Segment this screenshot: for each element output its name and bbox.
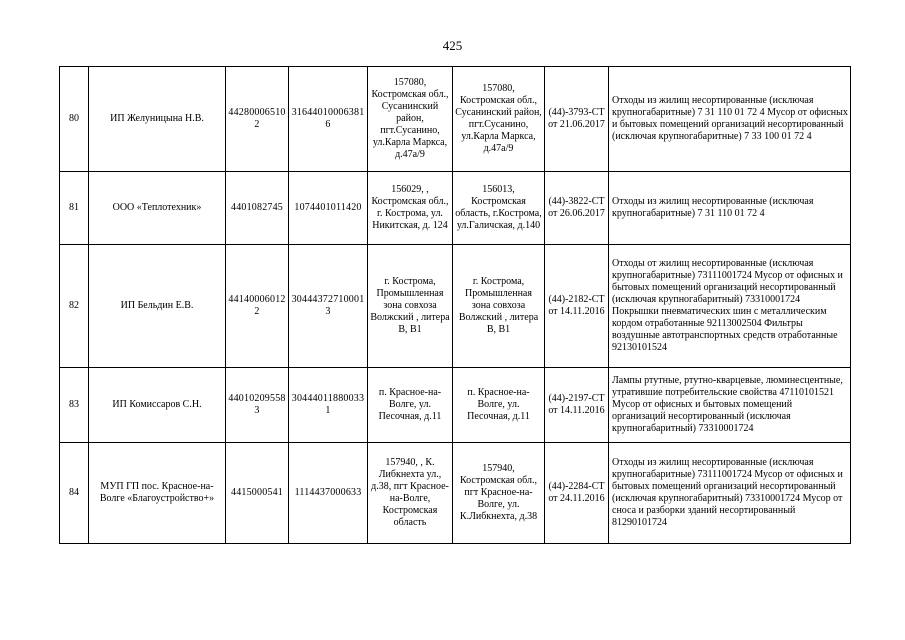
cell-waste-types: Отходы из жилищ несортированные (исключая крупногабаритные) 7 31 110 01 72 4: [609, 172, 851, 245]
table-row: [60, 443, 851, 544]
cell-waste-types: Отходы из жилищ несортированные (исключая крупногабаритные) 7 31 110 01 72 4 Мусор от офисных и бытовых помещений организаций несортированный (исключая крупногабаритные) 7 33 100 01 72 4: [609, 67, 851, 172]
cell-inn: 441400060122: [226, 245, 289, 368]
cell-ogrn: 1114437000633: [289, 443, 368, 544]
cell-ogrn: 304440118800331: [289, 368, 368, 443]
cell-row-number: 80: [60, 67, 89, 172]
cell-actual-address: п. Красное-на-Волге, ул. Песочная, д.11: [453, 368, 545, 443]
cell-row-number: 81: [60, 172, 89, 245]
cell-inn: 440102095583: [226, 368, 289, 443]
table-row: [60, 67, 851, 172]
cell-legal-address: г. Кострома, Промышленная зона совхоза Волжский , литера В, В1: [368, 245, 453, 368]
cell-inn: 4415000541: [226, 443, 289, 544]
cell-row-number: 84: [60, 443, 89, 544]
cell-ogrn: 316440100063816: [289, 67, 368, 172]
cell-waste-types: Лампы ртутные, ртутно-кварцевые, люминесцентные, утратившие потребительские свойства 47110101521 Мусор от офисных и бытовых помещений организаций несортированный (исключая крупногабаритный) 73310001724: [609, 368, 851, 443]
cell-row-number: 82: [60, 245, 89, 368]
cell-organization-name: ИП Бельдин Е.В.: [89, 245, 226, 368]
cell-legal-address: 157080, Костромская обл., Сусанинский район, пгт.Сусанино, ул.Карла Маркса, д.47а/9: [368, 67, 453, 172]
cell-actual-address: г. Кострома, Промышленная зона совхоза Волжский , литера В, В1: [453, 245, 545, 368]
page-number: 425: [442, 38, 463, 53]
cell-organization-name: ИП Желуницына Н.В.: [89, 67, 226, 172]
table-row: [60, 368, 851, 443]
cell-license: (44)-3822-СТ от 26.06.2017: [545, 172, 609, 245]
licensee-table: [59, 66, 851, 544]
cell-inn: 442800065102: [226, 67, 289, 172]
cell-license: (44)-2182-СТ от 14.11.2016: [545, 245, 609, 368]
cell-license: (44)-2284-СТ от 24.11.2016: [545, 443, 609, 544]
cell-ogrn: 1074401011420: [289, 172, 368, 245]
cell-waste-types: Отходы из жилищ несортированные (исключая крупногабаритные) 73111001724 Мусор от офисных и бытовых помещений организаций несортированный (исключая крупногабаритный) 73310001724 Мусор от сноса и разборки зданий несортированный 81290101724: [609, 443, 851, 544]
cell-legal-address: п. Красное-на-Волге, ул. Песочная, д.11: [368, 368, 453, 443]
cell-ogrn: 304443727100013: [289, 245, 368, 368]
cell-license: (44)-3793-СТ от 21.06.2017: [545, 67, 609, 172]
cell-actual-address: 156013, Костромская область, г.Кострома, ул.Галичская, д.140: [453, 172, 545, 245]
cell-actual-address: 157940, Костромская обл., пгт Красное-на-Волге, ул. К.Либкнехта, д.38: [453, 443, 545, 544]
cell-organization-name: ИП Комиссаров С.Н.: [89, 368, 226, 443]
cell-organization-name: МУП ГП пос. Красное-на-Волге «Благоустройство+»: [89, 443, 226, 544]
table-body: [60, 67, 851, 544]
cell-license: (44)-2197-СТ от 14.11.2016: [545, 368, 609, 443]
cell-organization-name: ООО «Теплотехник»: [89, 172, 226, 245]
cell-actual-address: 157080, Костромская обл., Сусанинский район, пгт.Сусанино, ул.Карла Маркса, д.47а/9: [453, 67, 545, 172]
table-row: [60, 245, 851, 368]
cell-legal-address: 157940, , К. Либкнехта ул., д.38, пгт Красное-на-Волге, Костромская область: [368, 443, 453, 544]
cell-inn: 4401082745: [226, 172, 289, 245]
table-row: [60, 172, 851, 245]
cell-waste-types: Отходы от жилищ несортированные (исключая крупногабаритные) 73111001724 Мусор от офисных и бытовых помещений организаций несортированный (исключая крупногабаритный) 73310001724 Покрышки пневматических шин с металлическим кордом отработанные 92113002504 Фильтры воздушные автотранспортных средств отработанные 92130101524: [609, 245, 851, 368]
cell-legal-address: 156029, , Костромская обл., г. Кострома, ул. Никитская, д. 124: [368, 172, 453, 245]
cell-row-number: 83: [60, 368, 89, 443]
